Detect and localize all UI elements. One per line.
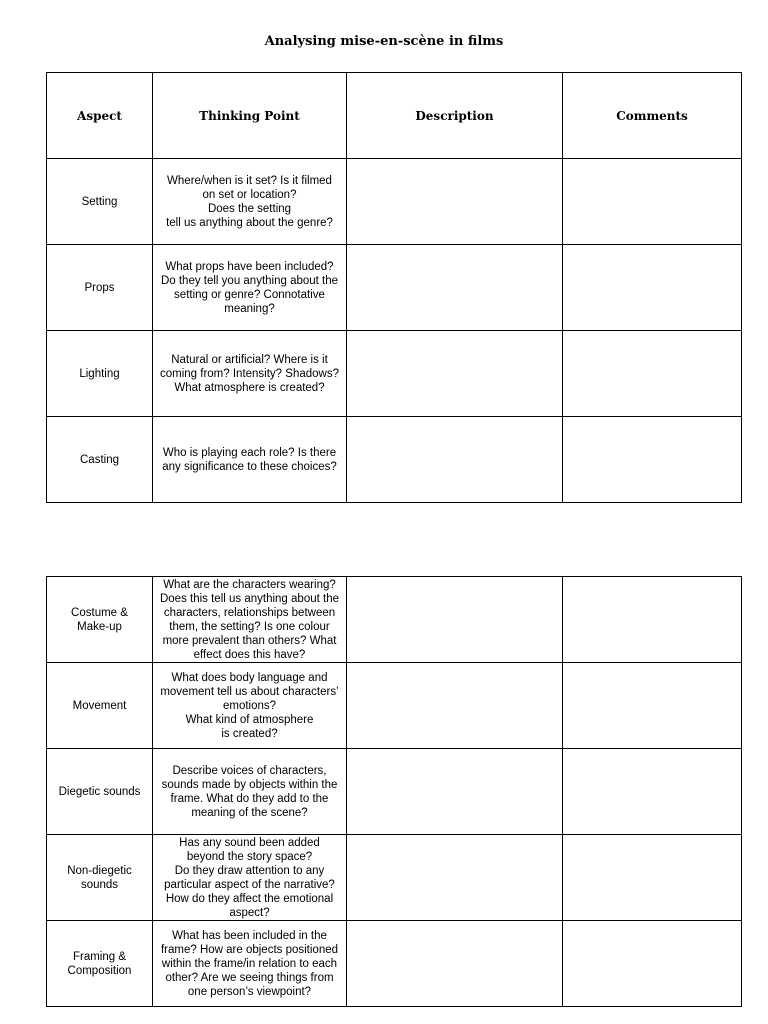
thinking-point-text: Do they draw attention to any <box>174 864 325 877</box>
thinking-point-cell <box>153 245 347 331</box>
thinking-point-text: Natural or artificial? Where is it <box>171 353 328 366</box>
thinking-point-text: tell us anything about the genre? <box>166 216 333 229</box>
aspect-label: Props <box>84 281 115 294</box>
header-aspect: Aspect <box>47 73 153 159</box>
thinking-point-text: Who is playing each role? Is there <box>162 446 337 459</box>
thinking-point-text: frame? How are objects positioned <box>160 943 339 956</box>
header-comments: Comments <box>563 73 742 159</box>
table-1-body <box>47 159 742 503</box>
aspect-cell <box>47 417 153 503</box>
comments-cell[interactable] <box>563 577 742 663</box>
thinking-point-text: is created? <box>221 727 278 740</box>
aspect-cell <box>47 749 153 835</box>
thinking-point-text: What kind of atmosphere <box>185 713 314 726</box>
thinking-point-cell <box>153 577 347 663</box>
thinking-point-text: How do they affect the emotional <box>165 892 334 905</box>
table-row <box>47 835 742 921</box>
thinking-point-text: What are the characters wearing? <box>163 578 336 591</box>
analysis-table-2 <box>46 576 742 1007</box>
comments-cell[interactable] <box>563 159 742 245</box>
thinking-point-text: Does this tell us anything about the <box>159 592 339 605</box>
comments-cell[interactable] <box>563 749 742 835</box>
thinking-point-text: beyond the story space? <box>186 850 313 863</box>
thinking-point-text: effect does this have? <box>193 648 306 661</box>
thinking-point-text: meaning of the scene? <box>191 806 308 819</box>
aspect-label: Diegetic sounds <box>58 785 141 798</box>
thinking-point-text: aspect? <box>229 906 270 919</box>
thinking-point-text: Describe voices of characters, <box>172 764 327 777</box>
aspect-cell <box>47 245 153 331</box>
aspect-cell <box>47 835 153 921</box>
comments-cell[interactable] <box>563 921 742 1007</box>
aspect-cell <box>47 663 153 749</box>
comments-cell[interactable] <box>563 245 742 331</box>
thinking-point-text: more prevalent than others? What <box>162 634 337 647</box>
aspect-label: Setting <box>81 195 118 208</box>
description-cell[interactable] <box>347 663 563 749</box>
comments-cell[interactable] <box>563 417 742 503</box>
description-cell[interactable] <box>347 417 563 503</box>
thinking-point-text: setting or genre? Connotative <box>174 288 325 301</box>
thinking-point-text: characters, relationships between <box>163 606 336 619</box>
thinking-point-text: within the frame/in relation to each <box>161 957 338 970</box>
thinking-point-text: on set or location? <box>202 188 297 201</box>
thinking-point-text: What has been included in the <box>172 929 327 942</box>
table-row <box>47 921 742 1007</box>
thinking-point-text: Do they tell you anything about the <box>160 274 339 287</box>
table-row <box>47 749 742 835</box>
thinking-point-text: What does body language and <box>171 671 328 684</box>
aspect-label: sounds <box>80 878 119 891</box>
thinking-point-text: coming from? Intensity? Shadows? <box>160 367 339 380</box>
header-row <box>47 73 742 159</box>
thinking-point-text: any significance to these choices? <box>162 460 337 473</box>
thinking-point-text: them, the setting? Is one colour <box>169 620 330 633</box>
description-cell[interactable] <box>347 835 563 921</box>
page-title: Analysing mise-en-scène in films <box>264 34 504 49</box>
description-cell[interactable] <box>347 921 563 1007</box>
table-row <box>47 417 742 503</box>
analysis-table-1 <box>46 72 742 503</box>
comments-cell[interactable] <box>563 663 742 749</box>
table-row <box>47 159 742 245</box>
table-row <box>47 331 742 417</box>
thinking-point-cell <box>153 331 347 417</box>
thinking-point-cell <box>153 749 347 835</box>
thinking-point-cell <box>153 663 347 749</box>
header-thinking-point: Thinking Point <box>153 73 347 159</box>
aspect-label: Casting <box>80 453 119 466</box>
thinking-point-cell <box>153 159 347 245</box>
thinking-point-text: other? Are we seeing things from <box>165 971 334 984</box>
thinking-point-text: meaning? <box>224 302 275 315</box>
aspect-cell <box>47 331 153 417</box>
aspect-cell <box>47 921 153 1007</box>
thinking-point-text: one person’s viewpoint? <box>187 985 312 998</box>
thinking-point-cell <box>153 835 347 921</box>
aspect-label: Non-diegetic <box>67 864 132 877</box>
thinking-point-text: Does the setting <box>207 202 292 215</box>
thinking-point-text: particular aspect of the narrative? <box>164 878 335 891</box>
thinking-point-text: sounds made by objects within the <box>161 778 338 791</box>
aspect-label: Make-up <box>77 620 122 633</box>
aspect-label: Framing & <box>72 950 127 963</box>
aspect-label: Composition <box>67 964 132 977</box>
comments-cell[interactable] <box>563 331 742 417</box>
aspect-cell <box>47 159 153 245</box>
comments-cell[interactable] <box>563 835 742 921</box>
thinking-point-text: Has any sound been added <box>179 836 320 849</box>
thinking-point-text: Where/when is it set? Is it filmed <box>167 174 332 187</box>
thinking-point-text: movement tell us about characters’ <box>160 685 339 698</box>
thinking-point-cell <box>153 921 347 1007</box>
description-cell[interactable] <box>347 331 563 417</box>
aspect-label: Costume & <box>71 606 128 619</box>
table-row <box>47 577 742 663</box>
thinking-point-text: emotions? <box>222 699 277 712</box>
aspect-cell <box>47 577 153 663</box>
thinking-point-cell <box>153 417 347 503</box>
description-cell[interactable] <box>347 749 563 835</box>
table-row <box>47 245 742 331</box>
thinking-point-text: frame. What do they add to the <box>170 792 329 805</box>
description-cell[interactable] <box>347 245 563 331</box>
description-cell[interactable] <box>347 577 563 663</box>
aspect-label: Movement <box>72 699 127 712</box>
aspect-label: Lighting <box>79 367 120 380</box>
table-row <box>47 663 742 749</box>
thinking-point-text: What atmosphere is created? <box>174 381 325 394</box>
table-2-body <box>47 577 742 1007</box>
thinking-point-text: What props have been included? <box>165 260 334 273</box>
header-description: Description <box>347 73 563 159</box>
description-cell[interactable] <box>347 159 563 245</box>
